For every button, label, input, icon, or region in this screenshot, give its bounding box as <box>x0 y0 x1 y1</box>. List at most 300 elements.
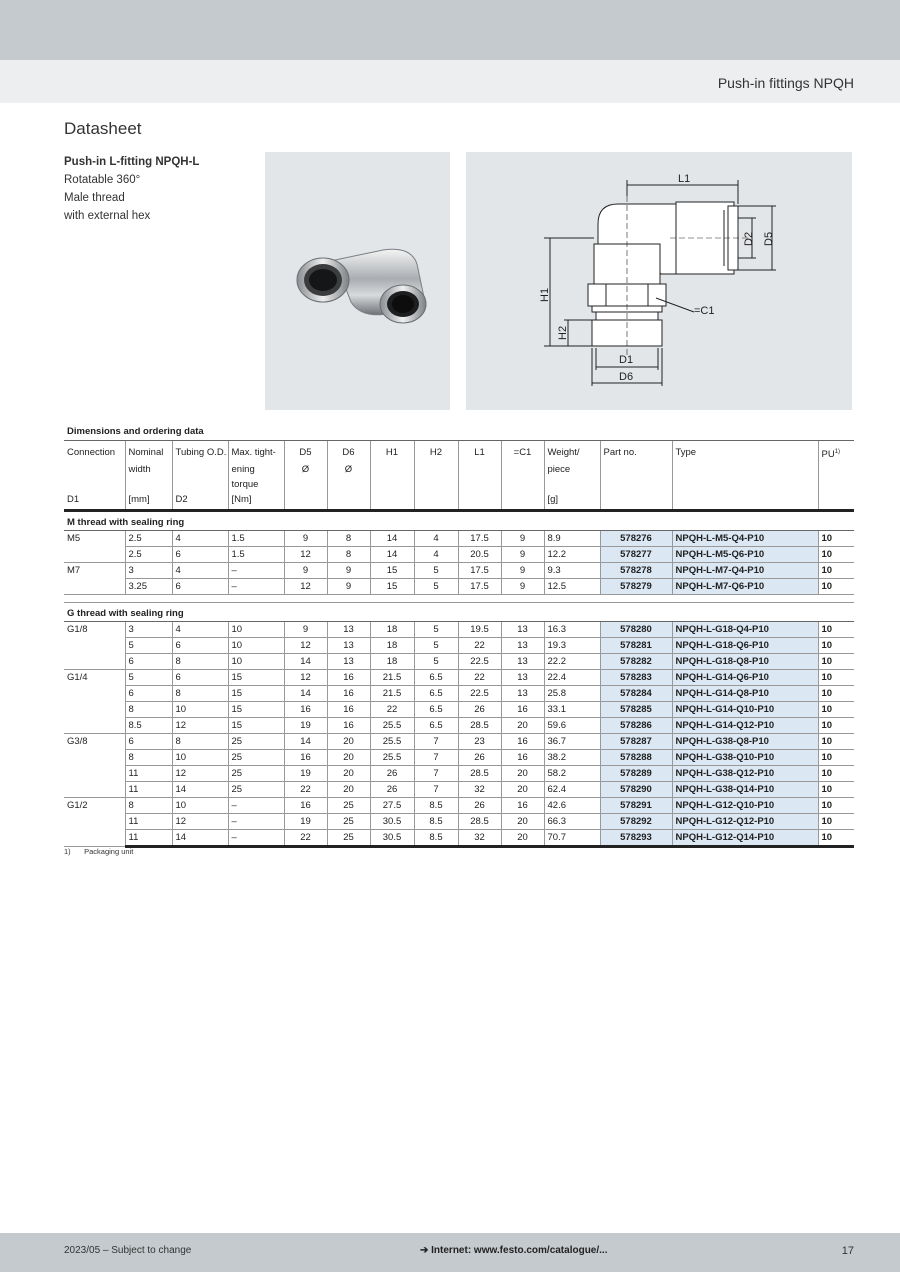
l1-cell: 26 <box>458 750 501 766</box>
drawing-label-c1: =C1 <box>694 305 715 317</box>
table-header-cell <box>458 492 501 511</box>
type-cell: NPQH-L-G18-Q8-P10 <box>672 654 818 670</box>
part-number-cell: 578280 <box>600 622 672 638</box>
part-number-cell: 578283 <box>600 670 672 686</box>
drawing-label-d5: D5 <box>763 231 775 246</box>
pu-cell: 10 <box>818 547 854 563</box>
table-header-cell <box>600 477 672 492</box>
weight-cell: 59.6 <box>544 718 600 734</box>
drawing-label-d1: D1 <box>619 354 634 366</box>
nominal-width-cell: 2.5 <box>125 531 172 547</box>
nominal-width-cell: 5 <box>125 670 172 686</box>
type-cell: NPQH-L-G14-Q8-P10 <box>672 686 818 702</box>
footnote-number: 1) <box>64 847 71 856</box>
pu-cell: 10 <box>818 782 854 798</box>
h2-cell: 6.5 <box>414 686 458 702</box>
dimension-drawing <box>466 152 852 410</box>
torque-cell: 10 <box>228 654 284 670</box>
type-cell: NPQH-L-G12-Q10-P10 <box>672 798 818 814</box>
l1-cell: 23 <box>458 734 501 750</box>
nominal-width-cell: 3 <box>125 622 172 638</box>
table-header-cell <box>172 477 228 492</box>
h2-cell: 5 <box>414 638 458 654</box>
part-number-cell: 578277 <box>600 547 672 563</box>
h1-cell: 30.5 <box>370 830 414 847</box>
l1-cell: 17.5 <box>458 531 501 547</box>
torque-cell: – <box>228 798 284 814</box>
table-title: Dimensions and ordering data <box>64 422 854 440</box>
product-photo <box>265 152 450 410</box>
weight-cell: 38.2 <box>544 750 600 766</box>
h1-cell: 18 <box>370 622 414 638</box>
table-header-cell: D5 <box>284 440 327 462</box>
h1-cell: 18 <box>370 654 414 670</box>
table-header-cell <box>672 477 818 492</box>
l1-cell: 28.5 <box>458 718 501 734</box>
h2-cell: 7 <box>414 750 458 766</box>
connection-cell: G1/4 <box>64 670 125 686</box>
connection-cell <box>64 782 125 798</box>
tubing-od-cell: 8 <box>172 734 228 750</box>
table-header-cell <box>414 477 458 492</box>
table-row <box>64 718 854 734</box>
d6-cell: 20 <box>327 782 370 798</box>
connection-cell <box>64 750 125 766</box>
nominal-width-cell: 6 <box>125 654 172 670</box>
torque-cell: – <box>228 814 284 830</box>
table-header-cell <box>458 477 501 492</box>
tubing-od-cell: 4 <box>172 622 228 638</box>
d6-cell: 25 <box>327 798 370 814</box>
weight-cell: 22.2 <box>544 654 600 670</box>
part-number-cell: 578291 <box>600 798 672 814</box>
torque-cell: – <box>228 579 284 595</box>
product-feature: with external hex <box>64 210 151 222</box>
tubing-od-cell: 12 <box>172 718 228 734</box>
type-cell: NPQH-L-M5-Q6-P10 <box>672 547 818 563</box>
h2-cell: 6.5 <box>414 670 458 686</box>
table-header-cell: Ø <box>284 462 327 477</box>
nominal-width-cell: 11 <box>125 782 172 798</box>
h2-cell: 5 <box>414 622 458 638</box>
weight-cell: 22.4 <box>544 670 600 686</box>
part-number-cell: 578293 <box>600 830 672 847</box>
table-header-cell <box>370 477 414 492</box>
l1-cell: 32 <box>458 782 501 798</box>
table-row <box>64 734 854 750</box>
d5-cell: 12 <box>284 547 327 563</box>
c1-cell: 9 <box>501 563 544 579</box>
table-header-cell <box>818 440 854 462</box>
h2-cell: 6.5 <box>414 702 458 718</box>
table-row <box>64 798 854 814</box>
drawing-label-d2: D2 <box>743 231 755 246</box>
part-number-cell: 578279 <box>600 579 672 595</box>
d6-cell: 25 <box>327 814 370 830</box>
part-number-cell: 578284 <box>600 686 672 702</box>
pu-cell: 10 <box>818 718 854 734</box>
h2-cell: 4 <box>414 547 458 563</box>
group-title: M thread with sealing ring <box>64 511 854 531</box>
h2-cell: 5 <box>414 563 458 579</box>
h1-cell: 21.5 <box>370 670 414 686</box>
d5-cell: 9 <box>284 622 327 638</box>
tubing-od-cell: 6 <box>172 638 228 654</box>
footnote-text: Packaging unit <box>84 847 134 856</box>
d6-cell: 16 <box>327 718 370 734</box>
table-header-row <box>64 477 854 492</box>
torque-cell: 15 <box>228 718 284 734</box>
d6-cell: 13 <box>327 654 370 670</box>
tubing-od-cell: 12 <box>172 766 228 782</box>
d6-cell: 13 <box>327 638 370 654</box>
table-header-cell: D6 <box>327 440 370 462</box>
type-cell: NPQH-L-M7-Q6-P10 <box>672 579 818 595</box>
d6-cell: 16 <box>327 670 370 686</box>
footnote <box>64 847 133 856</box>
part-number-cell: 578289 <box>600 766 672 782</box>
pu-cell: 10 <box>818 686 854 702</box>
h1-cell: 26 <box>370 766 414 782</box>
table-header-cell <box>125 477 172 492</box>
table-row <box>64 686 854 702</box>
h2-cell: 8.5 <box>414 798 458 814</box>
table-row <box>64 766 854 782</box>
table-header-cell <box>327 492 370 511</box>
torque-cell: 10 <box>228 638 284 654</box>
tubing-od-cell: 10 <box>172 702 228 718</box>
fitting-photo-illustration <box>265 152 450 410</box>
nominal-width-cell: 2.5 <box>125 547 172 563</box>
d5-cell: 14 <box>284 686 327 702</box>
table-header-cell: ening <box>228 462 284 477</box>
torque-cell: 25 <box>228 750 284 766</box>
table-header-cell <box>327 477 370 492</box>
pu-cell: 10 <box>818 766 854 782</box>
table-row <box>64 563 854 579</box>
table-row <box>64 638 854 654</box>
table-group-header <box>64 511 854 531</box>
type-cell: NPQH-L-G14-Q12-P10 <box>672 718 818 734</box>
c1-cell: 20 <box>501 766 544 782</box>
torque-cell: – <box>228 830 284 847</box>
table-header-cell <box>501 477 544 492</box>
c1-cell: 9 <box>501 579 544 595</box>
table-header-cell <box>501 492 544 511</box>
h1-cell: 30.5 <box>370 814 414 830</box>
d5-cell: 12 <box>284 670 327 686</box>
table-row <box>64 579 854 595</box>
table-header-cell: D1 <box>64 492 125 511</box>
pu-cell: 10 <box>818 798 854 814</box>
weight-cell: 12.5 <box>544 579 600 595</box>
h1-cell: 14 <box>370 547 414 563</box>
torque-cell: 15 <box>228 702 284 718</box>
connection-cell <box>64 814 125 830</box>
d6-cell: 25 <box>327 830 370 847</box>
c1-cell: 13 <box>501 654 544 670</box>
part-number-cell: 578276 <box>600 531 672 547</box>
connection-cell: M5 <box>64 531 125 547</box>
table-header-cell <box>284 492 327 511</box>
h2-cell: 8.5 <box>414 830 458 847</box>
h1-cell: 25.5 <box>370 734 414 750</box>
h1-cell: 21.5 <box>370 686 414 702</box>
torque-cell: 25 <box>228 782 284 798</box>
table-row <box>64 702 854 718</box>
d6-cell: 20 <box>327 766 370 782</box>
footer-date: 2023/05 – Subject to change <box>64 1245 192 1256</box>
weight-cell: 19.3 <box>544 638 600 654</box>
table-header-cell <box>414 492 458 511</box>
nominal-width-cell: 8 <box>125 798 172 814</box>
d6-cell: 8 <box>327 547 370 563</box>
c1-cell: 13 <box>501 622 544 638</box>
type-cell: NPQH-L-G38-Q8-P10 <box>672 734 818 750</box>
type-cell: NPQH-L-G38-Q12-P10 <box>672 766 818 782</box>
page-number: 17 <box>841 1245 854 1257</box>
tubing-od-cell: 4 <box>172 531 228 547</box>
d5-cell: 19 <box>284 718 327 734</box>
tubing-od-cell: 4 <box>172 563 228 579</box>
tubing-od-cell: 14 <box>172 830 228 847</box>
type-cell: NPQH-L-G14-Q10-P10 <box>672 702 818 718</box>
pu-cell: 10 <box>818 702 854 718</box>
connection-cell <box>64 579 125 595</box>
l1-cell: 26 <box>458 798 501 814</box>
h1-cell: 18 <box>370 638 414 654</box>
table-row <box>64 622 854 638</box>
pu-cell: 10 <box>818 814 854 830</box>
l1-cell: 17.5 <box>458 563 501 579</box>
table-header-cell <box>64 477 125 492</box>
d5-cell: 16 <box>284 702 327 718</box>
dimensions-table <box>64 422 854 848</box>
table-header-cell: piece <box>544 462 600 477</box>
c1-cell: 13 <box>501 670 544 686</box>
torque-cell: 25 <box>228 766 284 782</box>
weight-cell: 16.3 <box>544 622 600 638</box>
d6-cell: 8 <box>327 531 370 547</box>
header-title: Push-in fittings NPQH <box>717 75 854 91</box>
d5-cell: 14 <box>284 734 327 750</box>
h1-cell: 22 <box>370 702 414 718</box>
table-header-row <box>64 440 854 462</box>
type-cell: NPQH-L-M5-Q4-P10 <box>672 531 818 547</box>
d5-cell: 16 <box>284 750 327 766</box>
l1-cell: 20.5 <box>458 547 501 563</box>
connection-cell <box>64 638 125 654</box>
h1-cell: 26 <box>370 782 414 798</box>
drawing-label-d6: D6 <box>619 371 634 383</box>
type-cell: NPQH-L-G14-Q6-P10 <box>672 670 818 686</box>
table-header-cell: Part no. <box>600 440 672 462</box>
l1-cell: 19.5 <box>458 622 501 638</box>
c1-cell: 16 <box>501 702 544 718</box>
drawing-label-l1: L1 <box>678 173 691 185</box>
h2-cell: 7 <box>414 782 458 798</box>
c1-cell: 16 <box>501 734 544 750</box>
part-number-cell: 578281 <box>600 638 672 654</box>
connection-cell <box>64 830 125 847</box>
c1-cell: 20 <box>501 814 544 830</box>
weight-cell: 36.7 <box>544 734 600 750</box>
weight-cell: 12.2 <box>544 547 600 563</box>
connection-cell: M7 <box>64 563 125 579</box>
d5-cell: 9 <box>284 563 327 579</box>
type-cell: NPQH-L-G38-Q14-P10 <box>672 782 818 798</box>
product-name: Push-in L-fitting NPQH-L <box>64 156 200 168</box>
d6-cell: 20 <box>327 750 370 766</box>
c1-cell: 9 <box>501 531 544 547</box>
part-number-cell: 578288 <box>600 750 672 766</box>
part-number-cell: 578278 <box>600 563 672 579</box>
weight-cell: 25.8 <box>544 686 600 702</box>
l1-cell: 28.5 <box>458 814 501 830</box>
h1-cell: 15 <box>370 579 414 595</box>
tubing-od-cell: 6 <box>172 670 228 686</box>
page-title: Datasheet <box>64 119 142 138</box>
tubing-od-cell: 8 <box>172 686 228 702</box>
table-header-cell: Ø <box>327 462 370 477</box>
table-row <box>64 531 854 547</box>
l1-cell: 17.5 <box>458 579 501 595</box>
connection-cell: G3/8 <box>64 734 125 750</box>
table-body <box>64 422 854 847</box>
table-header-cell <box>818 462 854 477</box>
part-number-cell: 578285 <box>600 702 672 718</box>
table-header-cell: =C1 <box>501 440 544 462</box>
l1-cell: 32 <box>458 830 501 847</box>
tubing-od-cell: 8 <box>172 654 228 670</box>
c1-cell: 13 <box>501 686 544 702</box>
weight-cell: 70.7 <box>544 830 600 847</box>
torque-cell: 1.5 <box>228 531 284 547</box>
table-header-cell <box>672 462 818 477</box>
connection-cell <box>64 718 125 734</box>
c1-cell: 16 <box>501 798 544 814</box>
pu-cell: 10 <box>818 579 854 595</box>
l1-cell: 22.5 <box>458 654 501 670</box>
c1-cell: 16 <box>501 750 544 766</box>
table-header-cell: [Nm] <box>228 492 284 511</box>
table-header-cell <box>64 462 125 477</box>
nominal-width-cell: 11 <box>125 814 172 830</box>
torque-cell: 1.5 <box>228 547 284 563</box>
nominal-width-cell: 5 <box>125 638 172 654</box>
table-spacer <box>64 595 854 603</box>
part-number-cell: 578290 <box>600 782 672 798</box>
table-header-cell <box>370 462 414 477</box>
connection-cell: G1/8 <box>64 622 125 638</box>
footer-catalogue-link[interactable]: ➔ Internet: www.festo.com/catalogue/... <box>420 1245 608 1256</box>
d5-cell: 12 <box>284 579 327 595</box>
h2-cell: 5 <box>414 579 458 595</box>
table-row <box>64 670 854 686</box>
nominal-width-cell: 8 <box>125 702 172 718</box>
weight-cell: 66.3 <box>544 814 600 830</box>
drawing-label-h2: H2 <box>557 325 569 340</box>
table-header-cell <box>284 477 327 492</box>
pu-cell: 10 <box>818 638 854 654</box>
table-header-cell: Weight/ <box>544 440 600 462</box>
l1-cell: 22 <box>458 670 501 686</box>
torque-cell: 10 <box>228 622 284 638</box>
h2-cell: 7 <box>414 766 458 782</box>
weight-cell: 62.4 <box>544 782 600 798</box>
torque-cell: – <box>228 563 284 579</box>
torque-cell: 25 <box>228 734 284 750</box>
table-row <box>64 830 854 847</box>
weight-cell: 33.1 <box>544 702 600 718</box>
d5-cell: 19 <box>284 814 327 830</box>
type-cell: NPQH-L-G12-Q14-P10 <box>672 830 818 847</box>
table-header-cell <box>600 492 672 511</box>
table-header-cell: [mm] <box>125 492 172 511</box>
h1-cell: 25.5 <box>370 718 414 734</box>
table-header-cell: torque <box>228 477 284 492</box>
d6-cell: 16 <box>327 686 370 702</box>
table-header-cell: D2 <box>172 492 228 511</box>
table-row <box>64 782 854 798</box>
table-header-cell: Max. tight- <box>228 440 284 462</box>
table-header-cell: L1 <box>458 440 501 462</box>
technical-drawing <box>466 152 852 410</box>
tubing-od-cell: 10 <box>172 750 228 766</box>
table-header-cell <box>414 462 458 477</box>
tubing-od-cell: 12 <box>172 814 228 830</box>
l1-cell: 26 <box>458 702 501 718</box>
d6-cell: 9 <box>327 579 370 595</box>
part-number-cell: 578292 <box>600 814 672 830</box>
table-header-cell: H2 <box>414 440 458 462</box>
top-band <box>0 0 900 60</box>
table-header-cell: width <box>125 462 172 477</box>
type-cell: NPQH-L-G12-Q12-P10 <box>672 814 818 830</box>
c1-cell: 9 <box>501 547 544 563</box>
type-cell: NPQH-L-G18-Q6-P10 <box>672 638 818 654</box>
h2-cell: 5 <box>414 654 458 670</box>
product-feature: Rotatable 360° <box>64 174 141 186</box>
h1-cell: 15 <box>370 563 414 579</box>
d5-cell: 22 <box>284 830 327 847</box>
pu-cell: 10 <box>818 622 854 638</box>
c1-cell: 20 <box>501 830 544 847</box>
nominal-width-cell: 3 <box>125 563 172 579</box>
tubing-od-cell: 10 <box>172 798 228 814</box>
pu-cell: 10 <box>818 563 854 579</box>
pu-cell: 10 <box>818 654 854 670</box>
table-row <box>64 814 854 830</box>
nominal-width-cell: 11 <box>125 830 172 847</box>
type-cell: NPQH-L-M7-Q4-P10 <box>672 563 818 579</box>
table-header-cell <box>600 462 672 477</box>
connection-cell <box>64 702 125 718</box>
d6-cell: 16 <box>327 702 370 718</box>
connection-cell <box>64 766 125 782</box>
d5-cell: 19 <box>284 766 327 782</box>
h2-cell: 4 <box>414 531 458 547</box>
table-header-cell <box>458 462 501 477</box>
nominal-width-cell: 3.25 <box>125 579 172 595</box>
nominal-width-cell: 6 <box>125 686 172 702</box>
part-number-cell: 578286 <box>600 718 672 734</box>
table-header-cell <box>544 477 600 492</box>
product-description <box>64 153 199 225</box>
h2-cell: 8.5 <box>414 814 458 830</box>
table-group-header <box>64 603 854 622</box>
pu-cell: 10 <box>818 830 854 847</box>
